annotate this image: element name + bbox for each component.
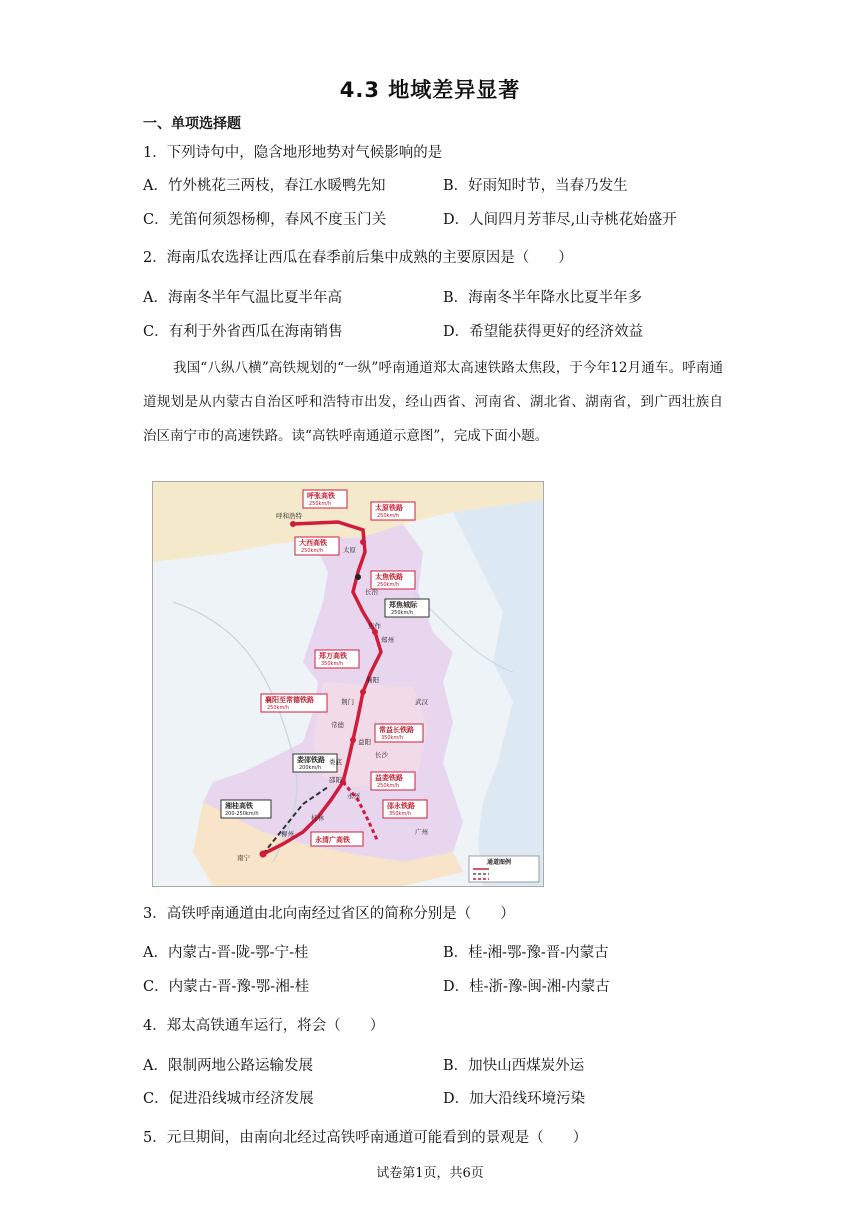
route-label — [385, 599, 429, 617]
route-label-name: 太焦铁路 — [375, 573, 403, 581]
route-label-speed: 200-250km/h — [225, 811, 259, 817]
page-title: 4.3 地域差异显著 — [339, 78, 521, 102]
route-label-name: 郑万高铁 — [319, 652, 347, 660]
route-label — [303, 490, 347, 508]
question-4-stem: 4．郑太高铁通车运行，将会（ ） — [143, 1018, 385, 1034]
route-label-speed: 250km/h — [377, 783, 400, 789]
route-label-name: 湘桂高铁 — [225, 802, 253, 810]
route-label-speed: 250km/h — [301, 548, 324, 554]
city-dot — [290, 521, 296, 527]
city-label: 长沙 — [375, 751, 388, 759]
question-1-option-a[interactable]: A．竹外桃花三两枝，春江水暖鸭先知 — [143, 178, 386, 194]
question-3-option-d[interactable]: D．桂-浙-豫-闽-湘-内蒙古 — [443, 979, 610, 995]
question-3-option-c[interactable]: C．内蒙古-晋-豫-鄂-湘-桂 — [143, 979, 310, 995]
route-label — [295, 537, 339, 555]
question-3-option-a[interactable]: A．内蒙古-晋-陇-鄂-宁-桂 — [143, 945, 309, 961]
route-label-name: 娄邵铁路 — [297, 756, 325, 764]
question-4-option-b[interactable]: B．加快山西煤炭外运 — [443, 1058, 585, 1074]
city-label: 柳州 — [281, 830, 294, 838]
city-label: 永州 — [347, 792, 360, 800]
route-label-speed: 350km/h — [389, 811, 412, 817]
city-label: 益阳 — [358, 738, 371, 746]
city-label: 广州 — [415, 828, 428, 836]
city-dot — [360, 689, 366, 695]
question-1-stem: 1．下列诗句中，隐含地形地势对气候影响的是 — [143, 145, 443, 161]
question-5-stem: 5．元旦期间，由南向北经过高铁呼南通道可能看到的景观是（ ） — [143, 1130, 588, 1146]
question-4-option-d[interactable]: D．加大沿线环境污染 — [443, 1091, 586, 1107]
city-label: 呼和浩特 — [276, 512, 302, 520]
question-3-option-b[interactable]: B．桂-湘-鄂-豫-晋-内蒙古 — [443, 945, 609, 961]
question-1-option-d[interactable]: D．人间四月芳菲尽,山寺桃花始盛开 — [443, 212, 677, 228]
route-label-speed: 250km/h — [309, 501, 332, 507]
question-2-option-d[interactable]: D．希望能获得更好的经济效益 — [443, 324, 644, 340]
route-label-speed: 250km/h — [377, 513, 400, 519]
city-dot — [360, 539, 366, 545]
question-4-option-c[interactable]: C．促进沿线城市经济发展 — [143, 1091, 314, 1107]
route-label-name: 郑焦城际 — [389, 601, 417, 609]
city-label: 娄底 — [329, 758, 342, 766]
page-footer: 试卷第1页，共6页 — [376, 1166, 484, 1181]
route-label-name: 呼张高铁 — [307, 492, 335, 500]
city-label: 郑州 — [381, 636, 394, 644]
section-heading: 一、单项选择题 — [143, 116, 241, 132]
city-dot — [350, 737, 356, 743]
city-label: 襄阳 — [366, 676, 379, 684]
route-label — [261, 694, 327, 712]
city-label: 南宁 — [237, 854, 250, 862]
route-label-name: 襄阳至常德铁路 — [265, 696, 314, 704]
route-label-name: 益娄铁路 — [375, 774, 403, 782]
city-label: 常德 — [331, 721, 344, 729]
question-2-option-c[interactable]: C．有利于外省西瓜在海南销售 — [143, 324, 343, 340]
city-label: 太原 — [343, 546, 356, 554]
question-1-option-c[interactable]: C．羌笛何须怨杨柳，春风不度玉门关 — [143, 212, 387, 228]
question-1-option-b[interactable]: B．好雨知时节，当春乃发生 — [443, 178, 628, 194]
question-4-option-a[interactable]: A．限制两地公路运输发展 — [143, 1058, 313, 1074]
route-label-speed: 350km/h — [321, 661, 344, 667]
city-dot — [355, 574, 361, 580]
route-label-speed: 250km/h — [377, 582, 400, 588]
route-label — [375, 724, 423, 742]
route-label — [221, 800, 271, 818]
city-dot — [260, 851, 267, 858]
route-label — [383, 800, 427, 818]
city-label: 焦作 — [368, 622, 381, 630]
route-label-speed: 250km/h — [267, 705, 290, 711]
city-label: 长治 — [365, 588, 378, 596]
map-legend — [469, 856, 539, 882]
route-label-speed: 250km/h — [391, 610, 414, 616]
route-label — [371, 502, 415, 520]
city-label: 荆门 — [341, 698, 354, 706]
route-label-speed: 350km/h — [381, 735, 404, 741]
route-label — [371, 772, 415, 790]
question-2-stem: 2．海南瓜农选择让西瓜在春季前后集中成熟的主要原因是（ ） — [143, 250, 573, 266]
question-2-option-b[interactable]: B．海南冬半年降水比夏半年多 — [443, 290, 643, 306]
city-label: 武汉 — [415, 698, 428, 706]
route-label-name: 永清广高铁 — [315, 836, 350, 844]
railway-map — [152, 481, 544, 887]
map-svg — [153, 482, 543, 886]
route-label-name: 太原铁路 — [375, 504, 403, 512]
reading-passage: 我国“八纵八横”高铁规划的“一纵”呼南通道郑太高速铁路太焦段，于今年12月通车。呼南通道规划是从内蒙古自治区呼和浩特市出发，经山西省、河南省、湖北省、湖南省，到广西壮族自治区南宁市的高速铁路。读“高铁呼南通道示意图”，完成下面小题。 — [143, 360, 723, 444]
route-label-name: 常益长铁路 — [379, 726, 414, 734]
city-label: 邵阳 — [329, 776, 342, 784]
route-label-name: 邵永铁路 — [387, 802, 415, 810]
route-label — [371, 571, 415, 589]
city-label: 桂林 — [311, 814, 324, 822]
route-label — [315, 650, 359, 668]
route-label-speed: 200km/h — [299, 765, 322, 771]
route-label — [311, 832, 363, 846]
route-label-name: 大西高铁 — [299, 539, 327, 547]
question-2-option-a[interactable]: A．海南冬半年气温比夏半年高 — [143, 290, 342, 306]
question-3-stem: 3．高铁呼南通道由北向南经过省区的简称分别是（ ） — [143, 906, 515, 922]
legend-title: 通道图例 — [487, 859, 512, 866]
